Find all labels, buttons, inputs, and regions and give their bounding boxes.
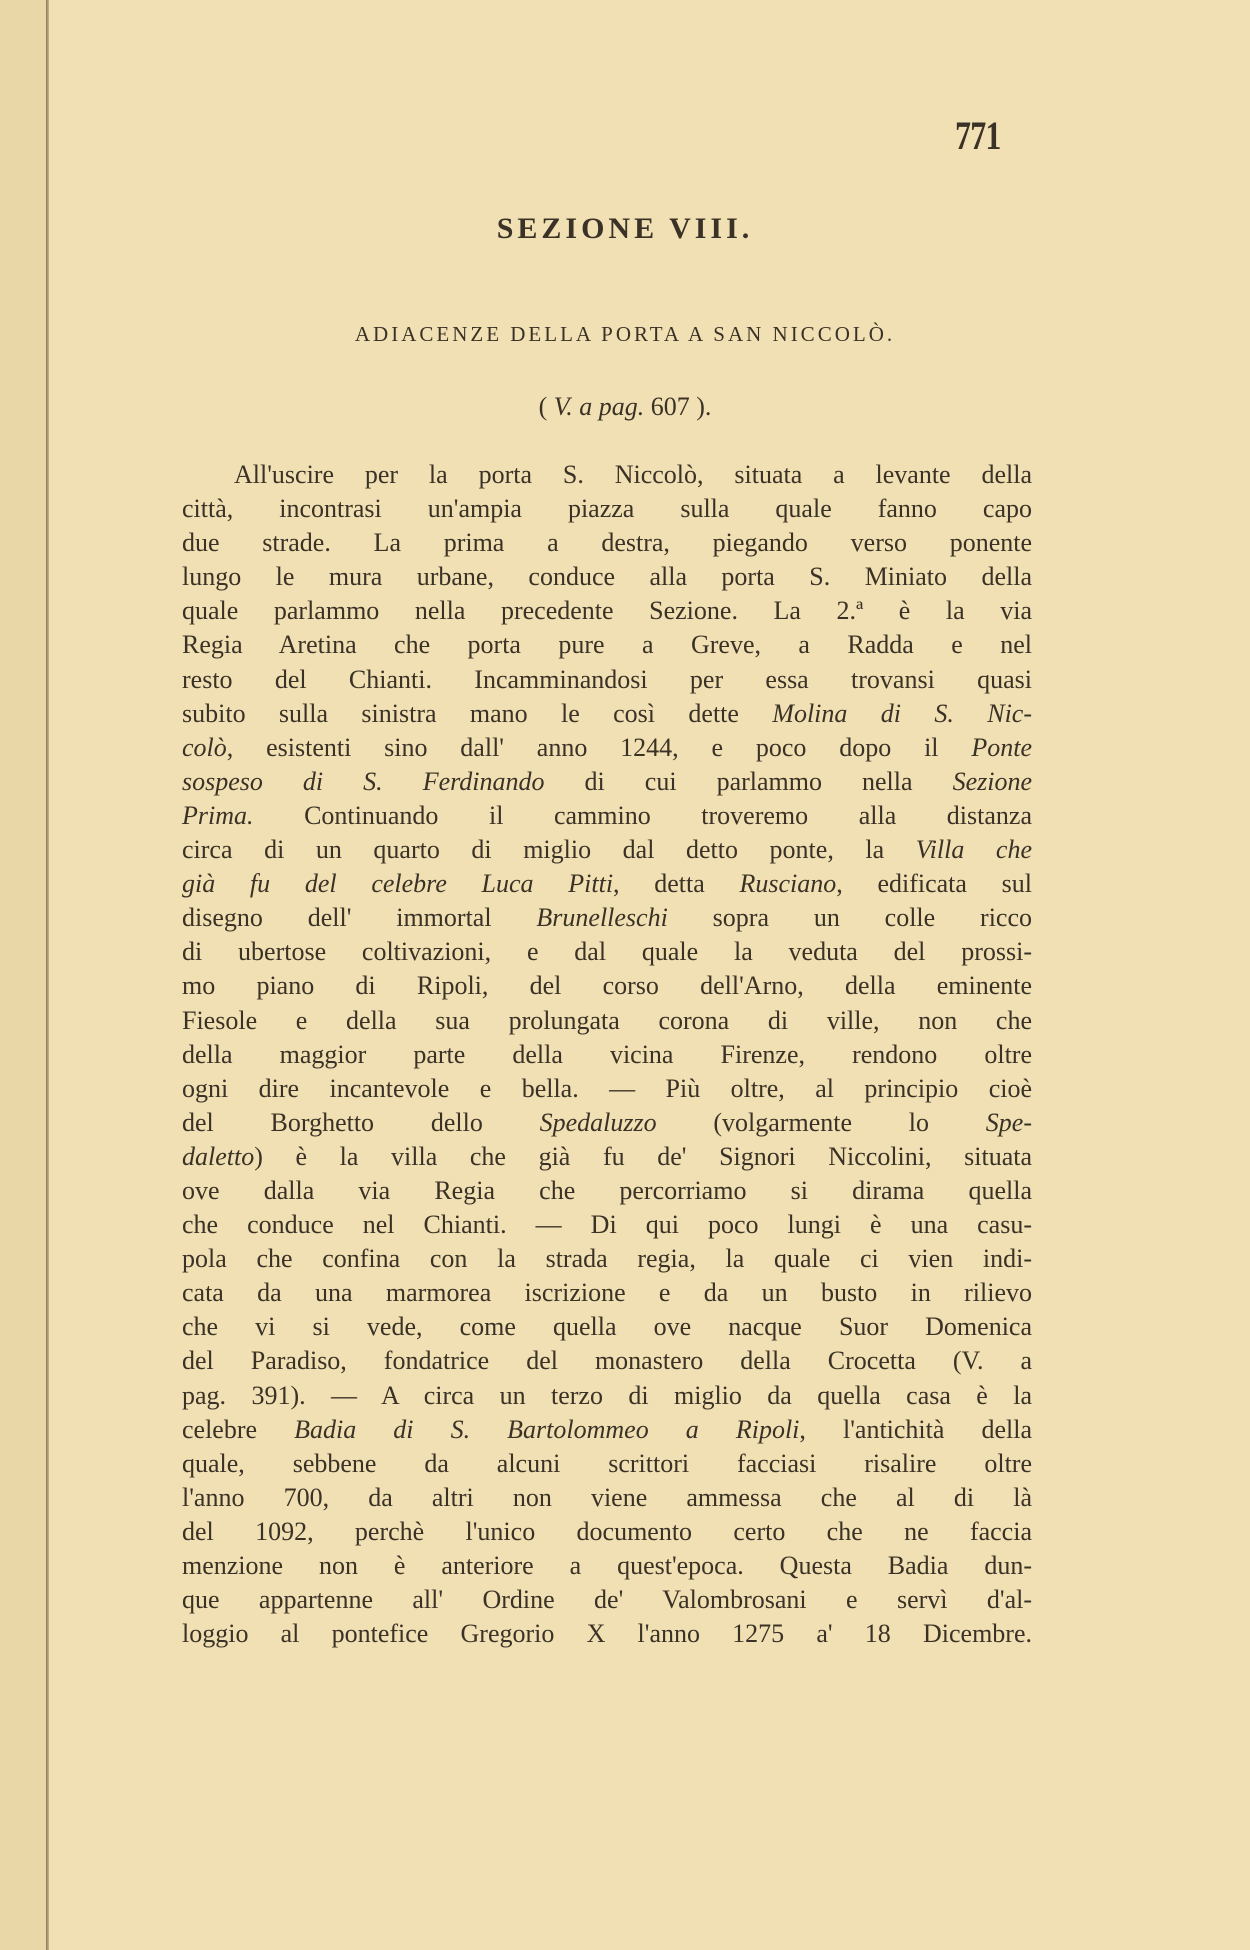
text-line (182, 799, 1032, 833)
italic-text: colò (182, 732, 227, 762)
text-line (182, 663, 1032, 697)
text-segment: Fiesole e della sua prolungata corona di ville, non che (182, 1005, 1032, 1035)
text-segment: lungo le mura urbane, conduce alla porta S. Miniato della (182, 562, 1032, 592)
italic-text: Badia di S. Bartolommeo a Ripoli (294, 1414, 800, 1444)
text-segment: que appartenne all' Ordine de' Valombrosani e servì d'al- (182, 1585, 1032, 1615)
text-segment: che vi si vede, come quella ove nacque Suor Domenica (182, 1312, 1032, 1342)
text-line (182, 1242, 1032, 1276)
section-title: SEZIONE VIII. (496, 212, 754, 245)
text-segment: di ubertose coltivazioni, e dal quale la veduta del prossi- (182, 937, 1032, 967)
text-segment: quale parlammo nella precedente Sezione. La 2.ª è la via (182, 596, 1032, 626)
text-line (182, 867, 1032, 901)
text-line (182, 492, 1032, 526)
text-segment: , esistenti sino dall' anno 1244, e poco dopo il (226, 732, 972, 762)
text-line (182, 833, 1032, 867)
text-segment: del 1092, perchè l'unico documento certo che ne faccia (182, 1516, 1032, 1546)
text-line (182, 1106, 1032, 1140)
italic-text: daletto (182, 1141, 255, 1171)
ref-rest: 607 ). (644, 392, 712, 421)
section-subtitle: ADIACENZE DELLA PORTA A SAN NICCOLÒ. (354, 322, 896, 346)
text-segment: mo piano di Ripoli, del corso dell'Arno, della eminente (182, 971, 1032, 1001)
text-segment: della maggior parte della vicina Firenze, rendono oltre (182, 1039, 1032, 1069)
text-segment: due strade. La prima a destra, piegando verso ponente (182, 528, 1032, 558)
text-line (182, 1140, 1032, 1174)
italic-text: Villa che (915, 835, 1033, 865)
text-segment: del Borghetto dello (182, 1107, 540, 1137)
text-line (182, 1447, 1032, 1481)
italic-text: Rusciano (739, 869, 837, 899)
text-segment: , detta (613, 869, 740, 899)
text-line (182, 1174, 1032, 1208)
text-segment: All'uscire per la porta S. Niccolò, situata a levante della (234, 460, 1032, 489)
page-margin-left (0, 0, 46, 1950)
page-number: 771 (955, 113, 1001, 158)
text-segment: quale, sebbene da alcuni scrittori facciasi risalire oltre (182, 1448, 1032, 1478)
text-line (182, 458, 1032, 492)
text-segment: l'anno 700, da altri non viene ammessa che al di là (182, 1482, 1032, 1512)
italic-text: Ponte (971, 732, 1032, 762)
text-line (182, 1583, 1032, 1617)
text-segment: cata da una marmorea iscrizione e da un busto in rilievo (182, 1278, 1032, 1308)
text-line (182, 1379, 1032, 1413)
text-line (182, 628, 1032, 662)
text-segment: , l'antichità della (799, 1414, 1033, 1444)
body-text (182, 458, 1032, 1651)
text-segment: pag. 391). — A circa un terzo di miglio da quella casa è la (182, 1380, 1032, 1410)
italic-text: Brunelleschi (536, 903, 668, 933)
text-line (182, 765, 1032, 799)
text-segment: che conduce nel Chianti. — Di qui poco lungi è una casu- (182, 1210, 1032, 1240)
text-segment: disegno dell' immortal (182, 903, 537, 933)
text-line (182, 1617, 1032, 1651)
text-line (182, 560, 1032, 594)
text-segment: pola che confina con la strada regia, la quale ci vien indi- (182, 1244, 1032, 1274)
italic-text: sospeso di S. Ferdinando (182, 766, 545, 796)
text-line (182, 594, 1032, 628)
italic-text: Sezione (952, 766, 1032, 796)
text-segment: circa di un quarto di miglio dal detto ponte, la (182, 835, 916, 865)
text-line (182, 731, 1032, 765)
text-segment: città, incontrasi un'ampia piazza sulla quale fanno capo (182, 494, 1032, 524)
italic-text: Prima. (182, 800, 254, 830)
text-segment: di cui parlammo nella (544, 766, 953, 796)
italic-text: Spe- (985, 1107, 1032, 1137)
text-segment: ove dalla via Regia che percorriamo si dirama quella (182, 1175, 1032, 1205)
text-segment: resto del Chianti. Incamminandosi per essa trovansi quasi (182, 664, 1032, 694)
text-line (182, 1072, 1032, 1106)
text-line (182, 1004, 1032, 1038)
text-line (182, 1413, 1032, 1447)
text-segment: menzione non è anteriore a quest'epoca. Questa Badia dun- (182, 1551, 1032, 1580)
text-segment: loggio al pontefice Gregorio X l'anno 1275 a' 18 Dicembre. (182, 1619, 1032, 1649)
text-segment: (volgarmente lo (656, 1107, 986, 1137)
ref-open: ( (538, 392, 554, 421)
text-segment: , edificata sul (836, 869, 1032, 899)
text-line (182, 901, 1032, 935)
text-line (182, 1310, 1032, 1344)
text-segment: Continuando il cammino troveremo alla distanza (253, 800, 1032, 830)
text-line (182, 1208, 1032, 1242)
text-segment: ) è la villa che già fu de' Signori Niccolini, situata (254, 1141, 1032, 1171)
text-segment: subito sulla sinistra mano le così dette (182, 698, 773, 728)
text-line (182, 1038, 1032, 1072)
text-line (182, 526, 1032, 560)
text-line (182, 1481, 1032, 1515)
text-segment: celebre (182, 1414, 295, 1444)
text-line (182, 1549, 1032, 1583)
italic-text: Spedaluzzo (539, 1107, 657, 1137)
text-segment: ogni dire incantevole e bella. — Più oltre, al principio cioè (182, 1073, 1032, 1103)
text-line (182, 697, 1032, 731)
italic-text: Molina di S. Nic- (772, 698, 1032, 728)
text-segment: sopra un colle ricco (667, 903, 1032, 933)
text-line (182, 1344, 1032, 1378)
italic-text: già fu del celebre Luca Pitti (182, 869, 614, 899)
text-segment: Regia Aretina che porta pure a Greve, a Radda e nel (182, 630, 1032, 660)
text-line (182, 935, 1032, 969)
book-binding-edge (46, 0, 49, 1950)
text-segment: del Paradiso, fondatrice del monastero della Crocetta (V. a (182, 1346, 1032, 1376)
text-line (182, 1515, 1032, 1549)
text-line (182, 969, 1032, 1003)
ref-italic: V. a pag. (553, 392, 645, 421)
text-line (182, 1276, 1032, 1310)
cross-reference (0, 392, 1250, 422)
